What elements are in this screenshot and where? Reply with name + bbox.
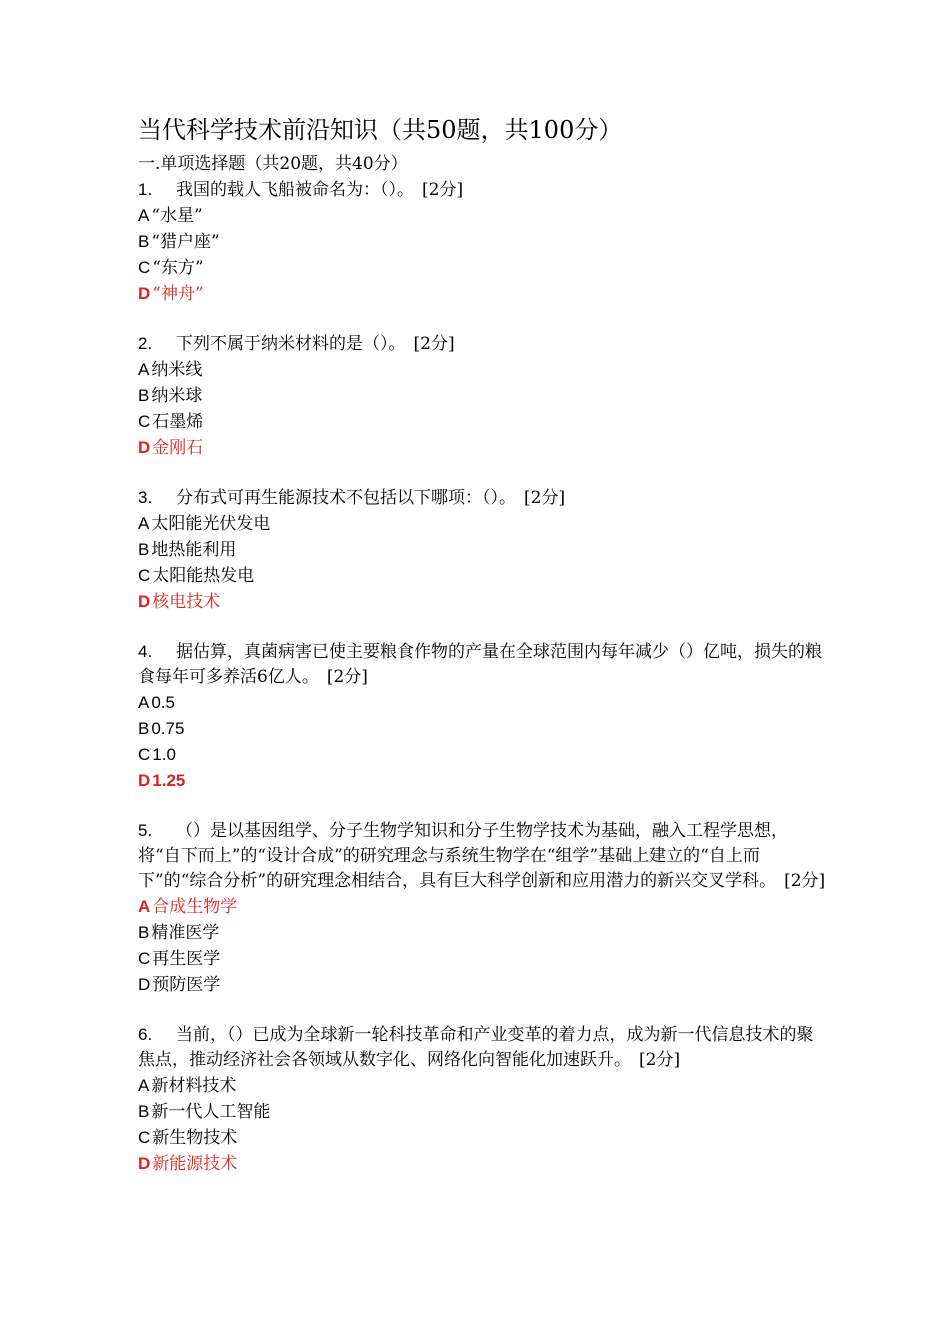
question-stem — [138, 1022, 828, 1073]
answer-option-correct — [138, 281, 828, 307]
question-block — [138, 485, 828, 615]
option-letter: B — [138, 232, 150, 251]
option-text: 新材料技术 — [151, 1076, 237, 1096]
answer-option — [138, 229, 828, 255]
option-letter: A — [138, 897, 151, 916]
option-text: 新生物技术 — [152, 1128, 238, 1148]
question-block — [138, 1022, 828, 1177]
option-text: “猎户座” — [151, 232, 220, 252]
question-stem — [138, 177, 828, 203]
option-text: 地热能利用 — [151, 540, 237, 560]
answer-option — [138, 920, 828, 946]
answer-option-correct — [138, 589, 828, 615]
answer-option — [138, 972, 828, 998]
question-stem — [138, 331, 828, 357]
question-number: 4. — [138, 642, 153, 661]
question-score: [2分] — [639, 1050, 681, 1070]
option-text: 纳米线 — [151, 360, 203, 380]
option-text: 金刚石 — [152, 438, 204, 458]
answer-option-correct — [138, 1151, 828, 1177]
question-score: [2分] — [413, 334, 455, 354]
option-text: 石墨烯 — [152, 412, 204, 432]
answer-option — [138, 357, 828, 383]
answer-option-correct — [138, 894, 828, 920]
answer-option — [138, 690, 828, 716]
document-page — [138, 110, 828, 1201]
option-text: 0.75 — [151, 719, 185, 738]
option-text: 预防医学 — [152, 975, 221, 995]
option-text: 合成生物学 — [152, 897, 238, 917]
question-block — [138, 639, 828, 794]
answer-option — [138, 203, 828, 229]
answer-option — [138, 511, 828, 537]
option-letter: A — [138, 514, 150, 533]
question-score: [2分] — [422, 180, 464, 200]
option-letter: B — [138, 540, 150, 559]
question-number: 6. — [138, 1025, 153, 1044]
option-text: 0.5 — [151, 693, 175, 712]
option-text: “水星” — [151, 206, 203, 226]
question-block — [138, 177, 828, 307]
option-letter: A — [138, 360, 150, 379]
answer-option — [138, 1073, 828, 1099]
option-text: 太阳能热发电 — [152, 566, 255, 586]
question-score: [2分] — [524, 488, 566, 508]
option-letter: D — [138, 1154, 151, 1173]
option-letter: C — [138, 745, 151, 764]
option-text: 1.0 — [152, 745, 176, 764]
question-text: 据估算，真菌病害已使主要粮食作物的产量在全球范围内每年减少（）亿吨，损失的粮食每年可多养活6亿人。 — [138, 642, 822, 687]
answer-option — [138, 537, 828, 563]
question-number: 2. — [138, 334, 153, 353]
option-letter: D — [138, 771, 151, 790]
option-letter: B — [138, 923, 150, 942]
option-letter: D — [138, 438, 151, 457]
answer-option — [138, 742, 828, 768]
question-score: [2分] — [326, 667, 368, 687]
answer-option — [138, 409, 828, 435]
document-title: 当代科学技术前沿知识（共50题，共100分） — [138, 116, 623, 144]
answer-option — [138, 1125, 828, 1151]
option-letter: C — [138, 412, 151, 431]
answer-option-correct — [138, 768, 828, 794]
option-text: “神舟” — [152, 284, 204, 304]
answer-option-correct — [138, 435, 828, 461]
question-block — [138, 818, 828, 998]
question-number: 5. — [138, 821, 153, 840]
question-score: [2分] — [784, 871, 826, 891]
option-letter: A — [138, 1076, 150, 1095]
answer-option — [138, 383, 828, 409]
option-letter: D — [138, 284, 151, 303]
answer-option — [138, 1099, 828, 1125]
question-stem — [138, 818, 828, 894]
option-text: 纳米球 — [151, 386, 203, 406]
question-list — [138, 177, 828, 1177]
question-number: 3. — [138, 488, 153, 507]
option-text: 再生医学 — [152, 949, 221, 969]
option-letter: C — [138, 1128, 151, 1147]
question-stem — [138, 485, 828, 511]
option-letter: A — [138, 693, 150, 712]
section-heading: 一.单项选择题（共20题，共40分） — [138, 154, 408, 174]
question-text: 我国的载人飞船被命名为：（）。 — [176, 180, 414, 200]
question-text: 分布式可再生能源技术不包括以下哪项：（）。 — [176, 488, 516, 508]
question-text: （）是以基因组学、分子生物学知识和分子生物学技术为基础，融入工程学思想，将“自下而上”的“设计合成”的研究理念与系统生物学在“组学”基础上建立的“自上而下”的“综合分析”的研究理念相结合，具有巨大科学创新和应用潜力的新兴交叉学科。 — [138, 821, 788, 891]
option-text: 新能源技术 — [152, 1154, 238, 1174]
question-text: 下列不属于纳米材料的是（）。 — [176, 334, 406, 354]
option-letter: B — [138, 386, 150, 405]
option-letter: B — [138, 719, 150, 738]
option-letter: D — [138, 592, 151, 611]
option-text: 精准医学 — [151, 923, 220, 943]
question-stem — [138, 639, 828, 690]
option-text: 1.25 — [152, 771, 186, 790]
question-number: 1. — [138, 180, 153, 199]
answer-option — [138, 563, 828, 589]
question-block — [138, 331, 828, 461]
answer-option — [138, 946, 828, 972]
answer-option — [138, 716, 828, 742]
option-text: 太阳能光伏发电 — [151, 514, 271, 534]
option-letter: A — [138, 206, 150, 225]
option-letter: B — [138, 1102, 150, 1121]
option-text: 核电技术 — [152, 592, 221, 612]
option-text: “东方” — [152, 258, 204, 278]
option-letter: D — [138, 975, 151, 994]
option-letter: C — [138, 949, 151, 968]
option-letter: C — [138, 566, 151, 585]
answer-option — [138, 255, 828, 281]
option-text: 新一代人工智能 — [151, 1102, 271, 1122]
question-text: 当前，（）已成为全球新一轮科技革命和产业变革的着力点，成为新一代信息技术的聚焦点，推动经济社会各领域从数字化、网络化向智能化加速跃升。 — [138, 1025, 814, 1070]
option-letter: C — [138, 258, 151, 277]
